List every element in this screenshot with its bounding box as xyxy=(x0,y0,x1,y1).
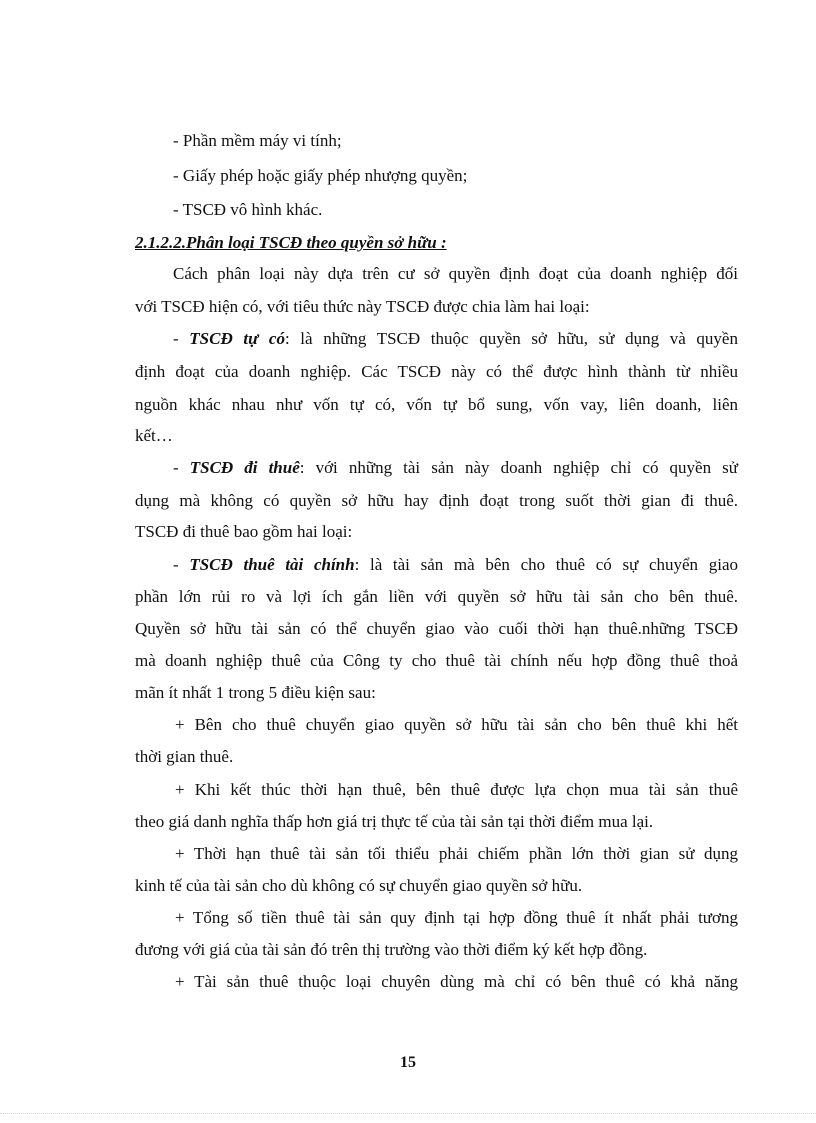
condition-line: + Bên cho thuê chuyển giao quyền sở hữu tài sản cho bên thuê khi hết xyxy=(175,715,738,734)
definition-text: : là tài sản mà bên cho thuê có sự chuyển giao xyxy=(354,555,738,574)
list-item: - Phần mềm máy vi tính; xyxy=(173,131,342,150)
dash-prefix: - xyxy=(173,555,190,574)
definition-text: : là những TSCĐ thuộc quyền sở hữu, sử dụng và quyền xyxy=(284,329,738,348)
condition-line: đương với giá của tài sản đó trên thị trường vào thời điểm ký kết hợp đồng. xyxy=(135,940,648,959)
paragraph-line xyxy=(173,554,738,576)
paragraph-line: với TSCĐ hiện có, với tiêu thức này TSCĐ được chia làm hai loại: xyxy=(135,297,590,316)
dash-prefix: - xyxy=(173,329,190,348)
page-bottom-border xyxy=(0,1113,816,1114)
paragraph-line xyxy=(173,328,738,350)
paragraph-line: Cách phân loại này dựa trên cư sở quyền định đoạt của doanh nghiệp đối xyxy=(173,264,738,283)
condition-line: + Khi kết thúc thời hạn thuê, bên thuê được lựa chọn mua tài sản thuê xyxy=(175,780,738,799)
page-number: 15 xyxy=(400,1054,416,1071)
term-finance-lease: TSCĐ thuê tài chính xyxy=(189,555,355,574)
condition-line: kinh tế của tài sản cho dù không có sự chuyển giao quyền sở hữu. xyxy=(135,876,583,895)
section-heading: 2.1.2.2.Phân loại TSCĐ theo quyền sở hữu : xyxy=(135,233,447,252)
paragraph-line: mãn ít nhất 1 trong 5 điều kiện sau: xyxy=(135,683,376,702)
paragraph-line: mà doanh nghiệp thuê của Công ty cho thuê tài chính nếu hợp đồng thuê thoả xyxy=(135,651,738,670)
paragraph-line xyxy=(173,457,738,479)
condition-line: + Thời hạn thuê tài sản tối thiểu phải chiếm phần lớn thời gian sử dụng xyxy=(175,844,738,863)
condition-line: + Tổng số tiền thuê tài sản quy định tại hợp đồng thuê ít nhất phải tương xyxy=(175,908,738,927)
term-owned-assets: TSCĐ tự có xyxy=(189,329,285,348)
condition-line: thời gian thuê. xyxy=(135,747,234,766)
list-item: - Giấy phép hoặc giấy phép nhượng quyền; xyxy=(173,166,468,185)
definition-text: : với những tài sản này doanh nghiệp chỉ có quyền sử xyxy=(299,458,738,477)
paragraph-line: nguồn khác nhau như vốn tự có, vốn tự bổ sung, vốn vay, liên doanh, liên xyxy=(135,395,738,414)
list-item: - TSCĐ vô hình khác. xyxy=(173,200,323,219)
paragraph-line: TSCĐ đi thuê bao gồm hai loại: xyxy=(135,522,353,541)
dash-prefix: - xyxy=(173,458,190,477)
term-leased-assets: TSCĐ đi thuê xyxy=(189,458,300,477)
condition-line: + Tài sản thuê thuộc loại chuyên dùng mà chỉ có bên thuê có khả năng xyxy=(175,972,738,991)
condition-line: theo giá danh nghĩa thấp hơn giá trị thực tế của tài sản tại thời điểm mua lại. xyxy=(135,812,654,831)
paragraph-line: dụng mà không có quyền sở hữu hay định đoạt trong suốt thời gian đi thuê. xyxy=(135,491,738,510)
paragraph-line: định đoạt của doanh nghiệp. Các TSCĐ này có thể được hình thành từ nhiều xyxy=(135,362,738,381)
paragraph-line: phần lớn rủi ro và lợi ích gắn liền với quyền sở hữu tài sản cho bên thuê. xyxy=(135,587,738,606)
paragraph-line: kết… xyxy=(135,426,173,445)
paragraph-line: Quyền sở hữu tài sản có thể chuyển giao vào cuối thời hạn thuê.những TSCĐ xyxy=(135,619,738,638)
